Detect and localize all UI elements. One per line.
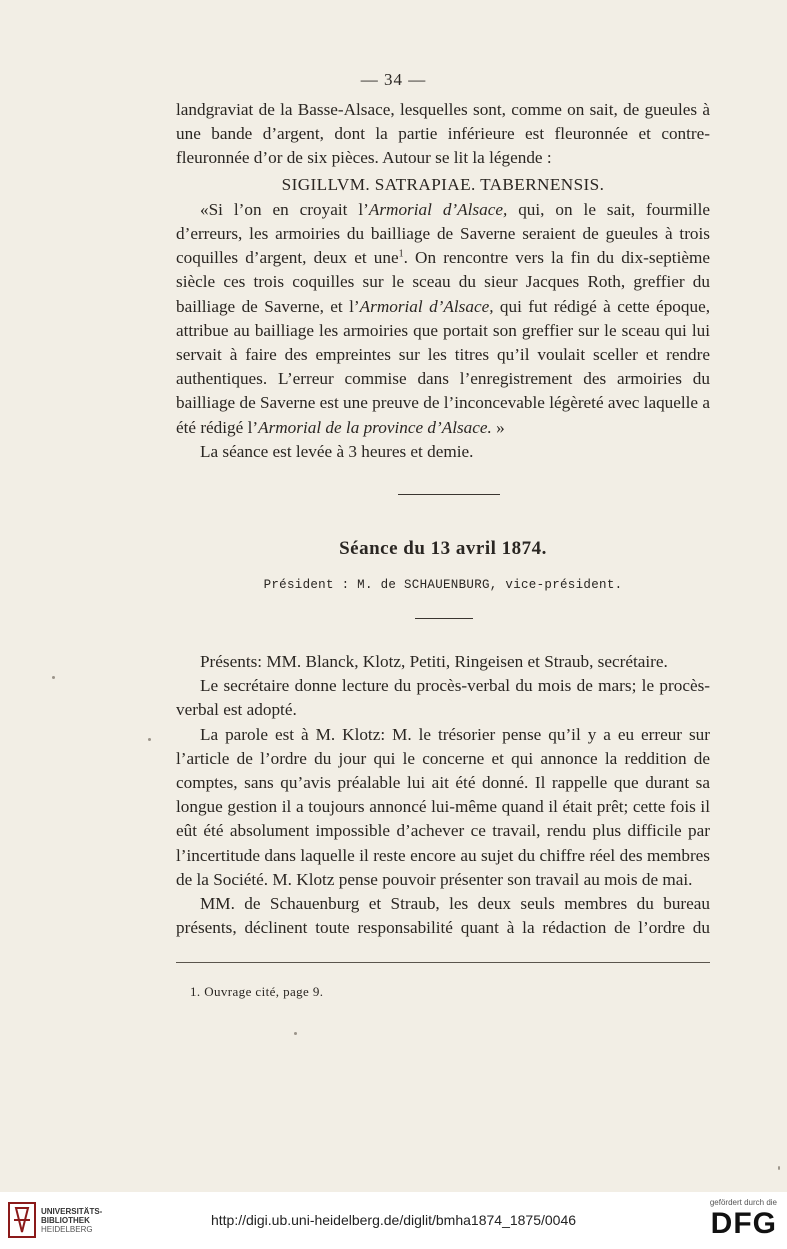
footnote-marker: 1 bbox=[398, 248, 404, 260]
scan-speck bbox=[52, 676, 55, 679]
dfg-wordmark: DFG bbox=[710, 1207, 777, 1240]
paragraph-proces-verbal: Le secrétaire donne lecture du procès-verbal du mois de mars; le procès-verbal est adopté. bbox=[176, 676, 710, 720]
paragraph-seance-levee: La séance est levée à 3 heures et demie. bbox=[200, 441, 474, 461]
heading-divider bbox=[415, 618, 473, 619]
body-text-block bbox=[176, 650, 710, 940]
paragraph-armorial: «Si l’on en croyait l’Armorial d’Alsace, qui, on le sait, fourmille d’erreurs, les armoiries du bailliage de Saverne seraient de gueules à trois coquilles d’argent, deux et une$^1$. On rencontre vers la fin du dix-septième siècle ces trois coquilles sur le sceau du sieur Jacques Roth, greffier du bailliage de Saverne, et l’Armorial d’Alsace, qui fut rédigé à cette époque, attribue au bailliage les armoiries que portait son greffier sur le sceau qui lui servait à faire des empreintes sur les titres qu’il voulait sceller et rendre authentiques. L’erreur commise dans l’enregistrement des armoiries du bailliage de Saverne est une preuve de l’inconcevable légèreté avec laquelle a été rédigé l’Armorial de la province d’Alsace. » bbox=[176, 199, 710, 437]
scan-speck bbox=[148, 738, 151, 741]
library-name: UNIVERSITÄTS- BIBLIOTHEK HEIDELBERG bbox=[41, 1207, 103, 1234]
dfg-logo bbox=[687, 1198, 777, 1246]
section-divider bbox=[398, 494, 500, 495]
footnote-rule bbox=[176, 962, 710, 963]
scan-speck bbox=[778, 1166, 780, 1170]
funded-by-text: gefördert durch die bbox=[709, 1198, 777, 1207]
source-url-link[interactable]: http://digi.ub.uni-heidelberg.de/diglit/bmha1874_1875/0046 bbox=[210, 1212, 577, 1228]
president-line: Président : M. de SCHAUENBURG, vice-président. bbox=[263, 578, 623, 592]
paragraph-schauenburg: MM. de Schauenburg et Straub, les deux seuls membres du bureau présents, déclinent toute responsabilité quant à la rédaction de l’ordre du bbox=[176, 894, 710, 938]
paragraph-klotz: La parole est à M. Klotz: M. le trésorier pense qu’il y a eu erreur sur l’article de l’ordre du jour qui le concerne et qui annonce la reddition de comptes, sans qu’avis préalable lui ait été donné. Il rappelle que durant sa longue gestion il a toujours annoncé lui-même quand il était prêt; cette fois il eût été absolument impossible d’achever ce travail, rendu plus difficile par l’incertitude dans laquelle il reste encore au sujet du chiffre réel des membres de la Société. M. Klotz pense pouvoir présenter son travail au mois de mai. bbox=[176, 724, 710, 889]
paragraph-presents: Présents: MM. Blanck, Klotz, Petiti, Ringeisen et Straub, secrétaire. bbox=[200, 652, 668, 671]
paragraph-landgraviat: landgraviat de la Basse-Alsace, lesquelles sont, comme on sait, de gueules à une bande d’argent, dont la partie inférieure est fleuronnée et contre-fleuronnée d’or de six pièces. Autour se lit la légende : bbox=[176, 100, 710, 168]
page-number: — 34 — bbox=[360, 70, 427, 89]
top-text-block bbox=[176, 98, 710, 464]
footer-bar bbox=[0, 1192, 787, 1249]
footnote: 1. Ouvrage cité, page 9. bbox=[190, 984, 324, 999]
scan-speck bbox=[294, 1032, 297, 1035]
seance-title: Séance du 13 avril 1874. bbox=[339, 538, 547, 559]
seal-legend: SIGILLVM. SATRAPIAE. TABERNENSIS. bbox=[281, 174, 605, 194]
